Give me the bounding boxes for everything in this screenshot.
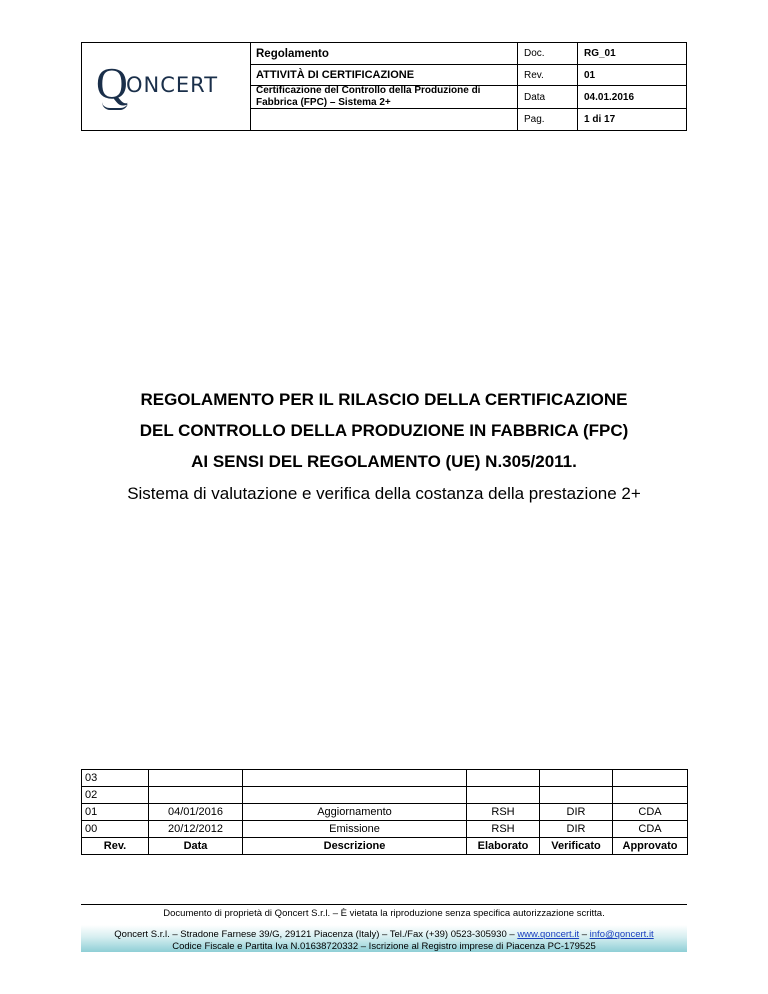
approved-cell xyxy=(613,770,688,787)
title-subtitle: Sistema di valutazione e verifica della costanza della prestazione 2+ xyxy=(127,484,641,503)
header-page-label: Pag. xyxy=(518,109,578,130)
header-date: Data xyxy=(149,838,243,855)
footer-separator: – xyxy=(579,929,590,940)
header-rev-label: Rev. xyxy=(518,65,578,85)
header-empty-cell xyxy=(250,109,518,130)
description-cell: Emissione xyxy=(243,821,467,838)
title-line-1: REGOLAMENTO PER IL RILASCIO DELLA CERTIFICAZIONE xyxy=(140,390,628,409)
title-line-2: DEL CONTROLLO DELLA PRODUZIONE IN FABBRICA (FPC) xyxy=(139,421,629,440)
qoncert-logo xyxy=(96,59,246,112)
header-row-doc xyxy=(250,43,686,65)
header-prepared: Elaborato xyxy=(467,838,540,855)
logo-wordmark: ONCERT xyxy=(126,73,219,97)
header-doc-value: RG_01 xyxy=(584,48,616,59)
header-subject: Certificazione del Controllo della Produzione di Fabbrica (FPC) – Sistema 2+ xyxy=(250,86,518,108)
logo-q-tail xyxy=(102,102,128,110)
header-date-value: 04.01.2016 xyxy=(584,91,635,103)
prepared-cell: RSH xyxy=(467,821,540,838)
logo-cell xyxy=(82,43,251,130)
table-header-row xyxy=(82,838,688,855)
footer-address: Qoncert S.r.l. – Stradone Farnese 39/G, 29121 Piacenza (Italy) – Tel./Fax (+39) 0523-305930 – xyxy=(114,929,518,940)
header-approved: Approvato xyxy=(613,838,688,855)
table-row xyxy=(82,821,688,838)
header-date-label: Data xyxy=(518,86,578,108)
date-cell: 04/01/2016 xyxy=(149,804,243,821)
verified-cell: DIR xyxy=(540,821,613,838)
prepared-cell xyxy=(467,770,540,787)
description-cell xyxy=(243,787,467,804)
header-doc-type: Regolamento xyxy=(250,43,518,64)
rev-cell: 02 xyxy=(82,787,149,804)
header-rev-value: 01 xyxy=(584,69,596,81)
header-description: Descrizione xyxy=(243,838,467,855)
verified-cell xyxy=(540,787,613,804)
header-doc-label: Doc. xyxy=(518,43,578,64)
header-row-rev xyxy=(250,65,686,86)
table-row xyxy=(82,770,688,787)
date-cell xyxy=(149,770,243,787)
email-link[interactable]: info@qoncert.it xyxy=(589,929,654,940)
header-activity: ATTIVITÀ DI CERTIFICAZIONE xyxy=(250,65,518,85)
header-rev: Rev. xyxy=(82,838,149,855)
website-link[interactable]: www.qoncert.it xyxy=(517,929,580,940)
date-cell: 20/12/2012 xyxy=(149,821,243,838)
header-info xyxy=(250,43,686,130)
footer-address-line xyxy=(0,929,768,940)
table-row xyxy=(82,787,688,804)
rev-cell: 01 xyxy=(82,804,149,821)
description-cell: Aggiornamento xyxy=(243,804,467,821)
date-cell xyxy=(149,787,243,804)
footer-divider xyxy=(81,904,687,905)
table-row xyxy=(82,804,688,821)
document-header xyxy=(81,42,687,131)
approved-cell xyxy=(613,787,688,804)
header-row-date xyxy=(250,86,686,109)
footer-ownership-note: Documento di proprietà di Qoncert S.r.l. – È vietata la riproduzione senza specifica autorizzazione scritta. xyxy=(163,908,605,919)
logo-letter-q: Q xyxy=(96,59,127,108)
approved-cell: CDA xyxy=(613,821,688,838)
prepared-cell xyxy=(467,787,540,804)
description-cell xyxy=(243,770,467,787)
rev-cell: 03 xyxy=(82,770,149,787)
document-title xyxy=(0,384,768,509)
header-page-value: 1 di 17 xyxy=(584,114,616,125)
prepared-cell: RSH xyxy=(467,804,540,821)
title-line-3: AI SENSI DEL REGOLAMENTO (UE) N.305/2011. xyxy=(191,452,577,471)
header-row-page xyxy=(250,109,686,130)
header-verified: Verificato xyxy=(540,838,613,855)
verified-cell: DIR xyxy=(540,804,613,821)
footer-registry-line: Codice Fiscale e Partita Iva N.01638720332 – Iscrizione al Registro imprese di Piacenza PC-179525 xyxy=(172,941,596,952)
approved-cell: CDA xyxy=(613,804,688,821)
verified-cell xyxy=(540,770,613,787)
rev-cell: 00 xyxy=(82,821,149,838)
revision-table xyxy=(81,769,688,855)
